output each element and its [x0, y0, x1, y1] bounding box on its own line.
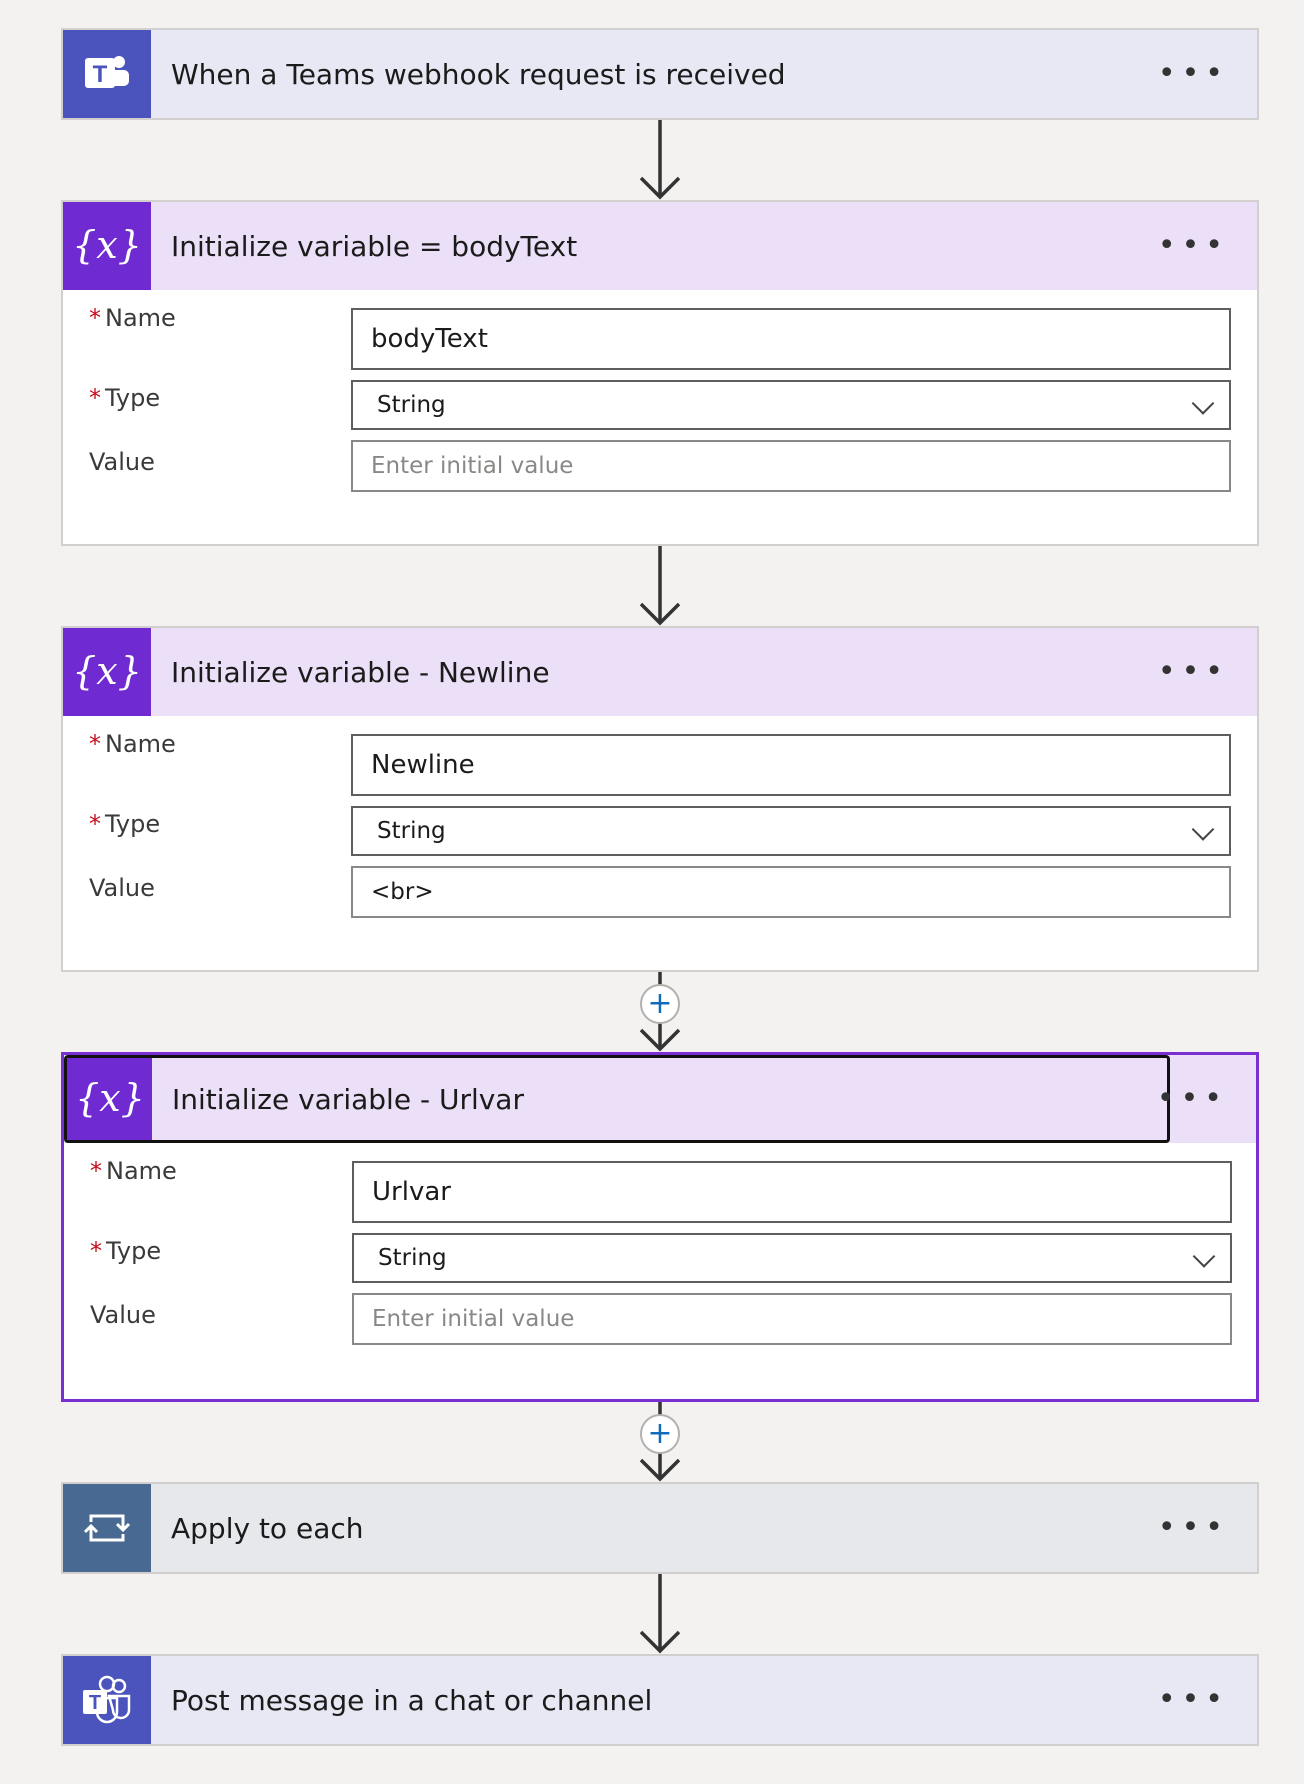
more-options-button[interactable]: •••: [1156, 1081, 1228, 1116]
svg-text:{𝑥}: {𝑥}: [72, 223, 142, 267]
svg-text:T: T: [88, 1692, 102, 1714]
more-options-button[interactable]: •••: [1157, 1682, 1229, 1717]
variable-icon: [63, 628, 151, 716]
value-row: [64, 1293, 1256, 1361]
name-row: [64, 1143, 1256, 1227]
step-title: Apply to each: [171, 1511, 364, 1545]
svg-text:{𝑥}: {𝑥}: [72, 649, 142, 693]
name-field[interactable]: Urlvar: [352, 1161, 1232, 1223]
more-options-button[interactable]: •••: [1157, 228, 1229, 263]
value-label: Value: [89, 448, 155, 476]
value-label: Value: [90, 1301, 156, 1329]
init-variable-card-bodytext[interactable]: [61, 200, 1259, 546]
name-field[interactable]: Newline: [351, 734, 1231, 796]
step-title: Initialize variable - Urlvar: [172, 1082, 524, 1116]
type-label: * Type: [89, 384, 161, 412]
step-title: Initialize variable - Newline: [171, 655, 550, 689]
type-row: [63, 800, 1257, 866]
init-variable-card-newline[interactable]: [61, 626, 1259, 972]
name-row: [63, 716, 1257, 800]
svg-text:T: T: [92, 61, 108, 88]
name-label: * Name: [89, 730, 176, 758]
type-label: * Type: [89, 810, 161, 838]
value-row: [63, 440, 1257, 508]
step-header[interactable]: [63, 1484, 1257, 1572]
value-field[interactable]: Enter initial value: [352, 1293, 1232, 1345]
insert-step-button[interactable]: +: [640, 1414, 680, 1454]
teams-icon: [63, 1656, 151, 1744]
step-header[interactable]: [63, 1656, 1257, 1744]
variable-icon: [63, 202, 151, 290]
type-select[interactable]: String: [352, 1233, 1232, 1283]
trigger-card[interactable]: [61, 28, 1259, 120]
more-options-button[interactable]: •••: [1157, 654, 1229, 689]
type-row: [63, 374, 1257, 440]
type-select[interactable]: String: [351, 806, 1231, 856]
chevron-down-icon: [1192, 818, 1215, 841]
chevron-down-icon: [1193, 1245, 1216, 1268]
name-label: * Name: [89, 304, 176, 332]
value-row: [63, 866, 1257, 934]
name-label: * Name: [90, 1157, 177, 1185]
name-field[interactable]: bodyText: [351, 308, 1231, 370]
value-label: Value: [89, 874, 155, 902]
svg-text:{𝑥}: {𝑥}: [74, 1076, 145, 1120]
init-variable-card-urlvar[interactable]: [61, 1052, 1259, 1402]
step-header[interactable]: [64, 1055, 1256, 1143]
step-title: Initialize variable = bodyText: [171, 229, 578, 263]
teams-icon: [63, 30, 151, 118]
more-options-button[interactable]: •••: [1157, 1510, 1229, 1545]
step-header-focus[interactable]: [64, 1055, 1170, 1143]
value-field[interactable]: Enter initial value: [351, 440, 1231, 492]
value-field[interactable]: <br>: [351, 866, 1231, 918]
type-row: [64, 1227, 1256, 1293]
chevron-down-icon: [1192, 392, 1215, 415]
more-options-button[interactable]: •••: [1157, 56, 1229, 91]
step-header[interactable]: [63, 628, 1257, 716]
trigger-header[interactable]: [63, 30, 1257, 118]
trigger-title: When a Teams webhook request is received: [171, 57, 786, 91]
type-label: * Type: [90, 1237, 162, 1265]
insert-step-button[interactable]: +: [640, 984, 680, 1024]
type-select[interactable]: String: [351, 380, 1231, 430]
apply-to-each-card[interactable]: [61, 1482, 1259, 1574]
variable-icon: [67, 1058, 152, 1140]
step-title: Post message in a chat or channel: [171, 1683, 653, 1717]
name-row: [63, 290, 1257, 374]
loop-icon: [63, 1484, 151, 1572]
step-header[interactable]: [63, 202, 1257, 290]
post-message-card[interactable]: [61, 1654, 1259, 1746]
